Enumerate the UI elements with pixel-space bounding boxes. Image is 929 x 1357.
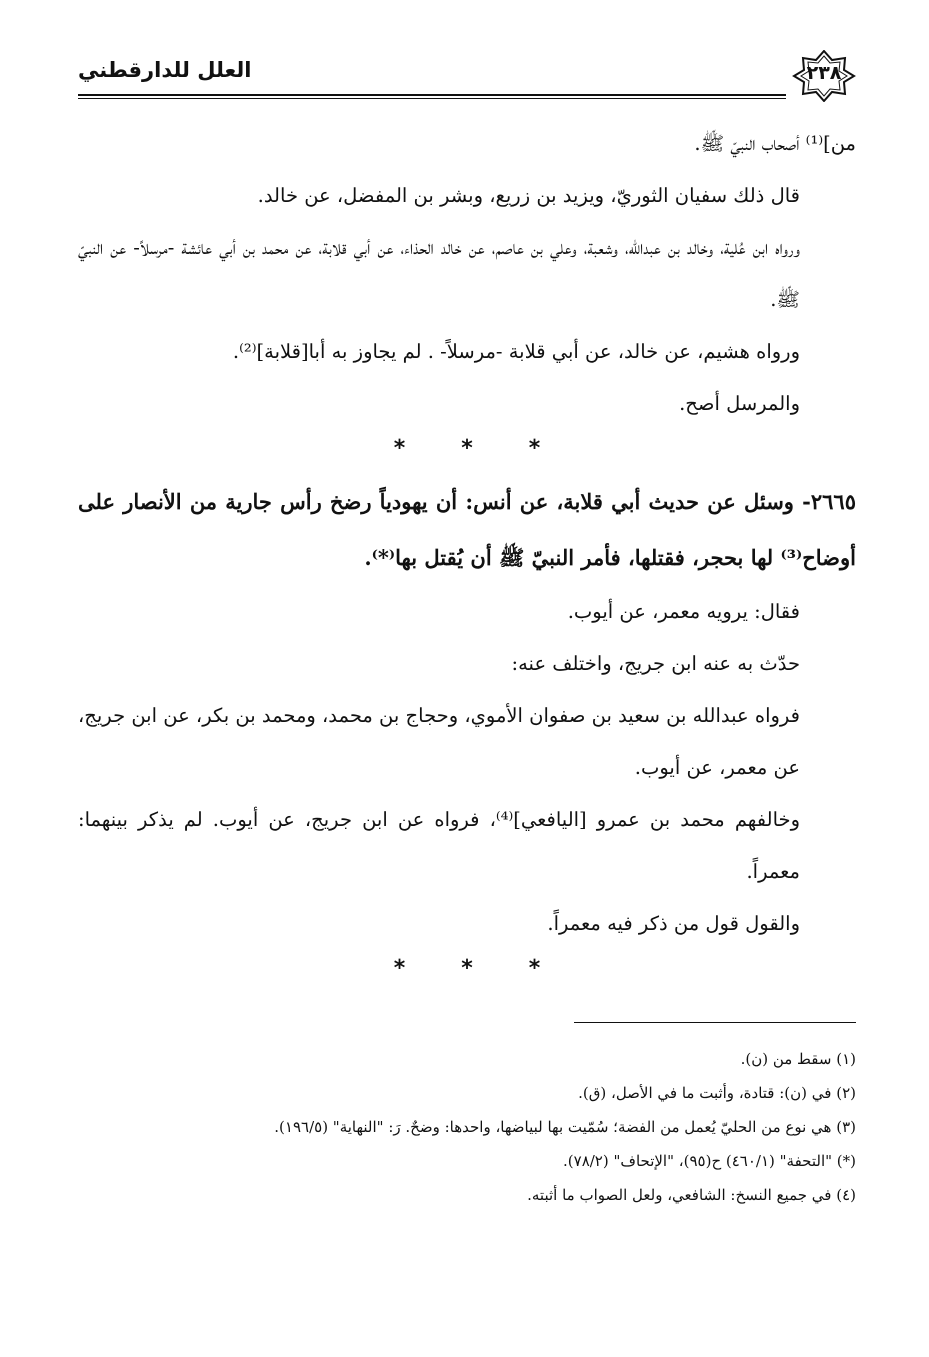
header-rule-thin [78, 98, 786, 99]
paragraph: فرواه عبدالله بن سعيد بن صفوان الأموي، وحجاج بن محمد، ومحمد بن بكر، عن ابن جريج، عن معمر، عن أيوب. [78, 704, 800, 779]
section-separator [78, 950, 856, 988]
separator-star: * [461, 956, 473, 981]
text-line-continuation: من]⁽¹⁾ أصحاب النبيّ ﷺ. [694, 132, 856, 155]
header-rule [78, 94, 786, 96]
footnote: (٢) في (ن): قتادة، وأثبت ما في الأصل، (ق). [578, 1084, 856, 1102]
page-header [78, 50, 856, 102]
footnote: (*) "التحفة" (٤٦٠/١) ح(٩٥)، "الإتحاف" (٧٨/٢). [563, 1152, 856, 1170]
page-number: ٢٣٨ [806, 62, 842, 84]
paragraph: فقال: يرويه معمر، عن أيوب. [567, 600, 800, 623]
page-number-badge [792, 50, 856, 102]
paragraph: حدّث به عنه ابن جريج، واختلف عنه: [511, 652, 800, 675]
paragraph: ورواه ابن عُلية، وخالد بن عبدالله، وشعبة، وعلي بن عاصم، عن خالد الحذاء، عن أبي قلابة، عن محمد بن أبي عائشة -مرسلاً- عن النبيّ ﷺ. [78, 236, 800, 311]
running-title: العلل للدارقطني [78, 58, 252, 82]
separator-star: * [528, 436, 541, 461]
paragraph: والمرسل أصح. [679, 392, 800, 415]
paragraph: ورواه هشيم، عن خالد، عن أبي قلابة -مرسلاً- . لم يجاوز به أبا[قلابة]⁽²⁾. [232, 340, 800, 363]
footnote-divider [574, 1022, 856, 1023]
separator-star: * [528, 956, 541, 981]
main-text [78, 118, 856, 988]
footnote: (١) سقط من (ن). [740, 1050, 856, 1068]
footnote: (٣) هي نوع من الحليّ يُعمل من الفضة؛ سُمّيت بها لبياضها، واحدها: وضحٌ. رَ: "النهاية" (١٩٦/٥). [274, 1118, 856, 1136]
footnotes [78, 1042, 856, 1212]
section-separator [78, 430, 856, 468]
separator-star: * [461, 436, 473, 461]
separator-star: * [393, 956, 406, 981]
paragraph: قال ذلك سفيان الثوريّ، ويزيد بن زريع، وبشر بن المفضل، عن خالد. [257, 184, 800, 207]
separator-star: * [393, 436, 406, 461]
question-heading: ٢٦٦٥- وسئل عن حديث أبي قلابة، عن أنس: أن يهودياً رضخ رأس جارية من الأنصار على أوضاح⁽³⁾ لها بحجر، فقتلها، فأمر النبيّ ﷺ أن يُقتل بها⁽*⁾. [78, 489, 856, 570]
paragraph: وخالفهم محمد بن عمرو [اليافعي]⁽⁴⁾، فرواه عن ابن جريج، عن أيوب. لم يذكر بينهما: معمراً. [78, 808, 801, 883]
paragraph: والقول قول من ذكر فيه معمراً. [547, 912, 800, 935]
footnote: (٤) في جميع النسخ: الشافعي، ولعل الصواب ما أثبته. [527, 1186, 856, 1204]
